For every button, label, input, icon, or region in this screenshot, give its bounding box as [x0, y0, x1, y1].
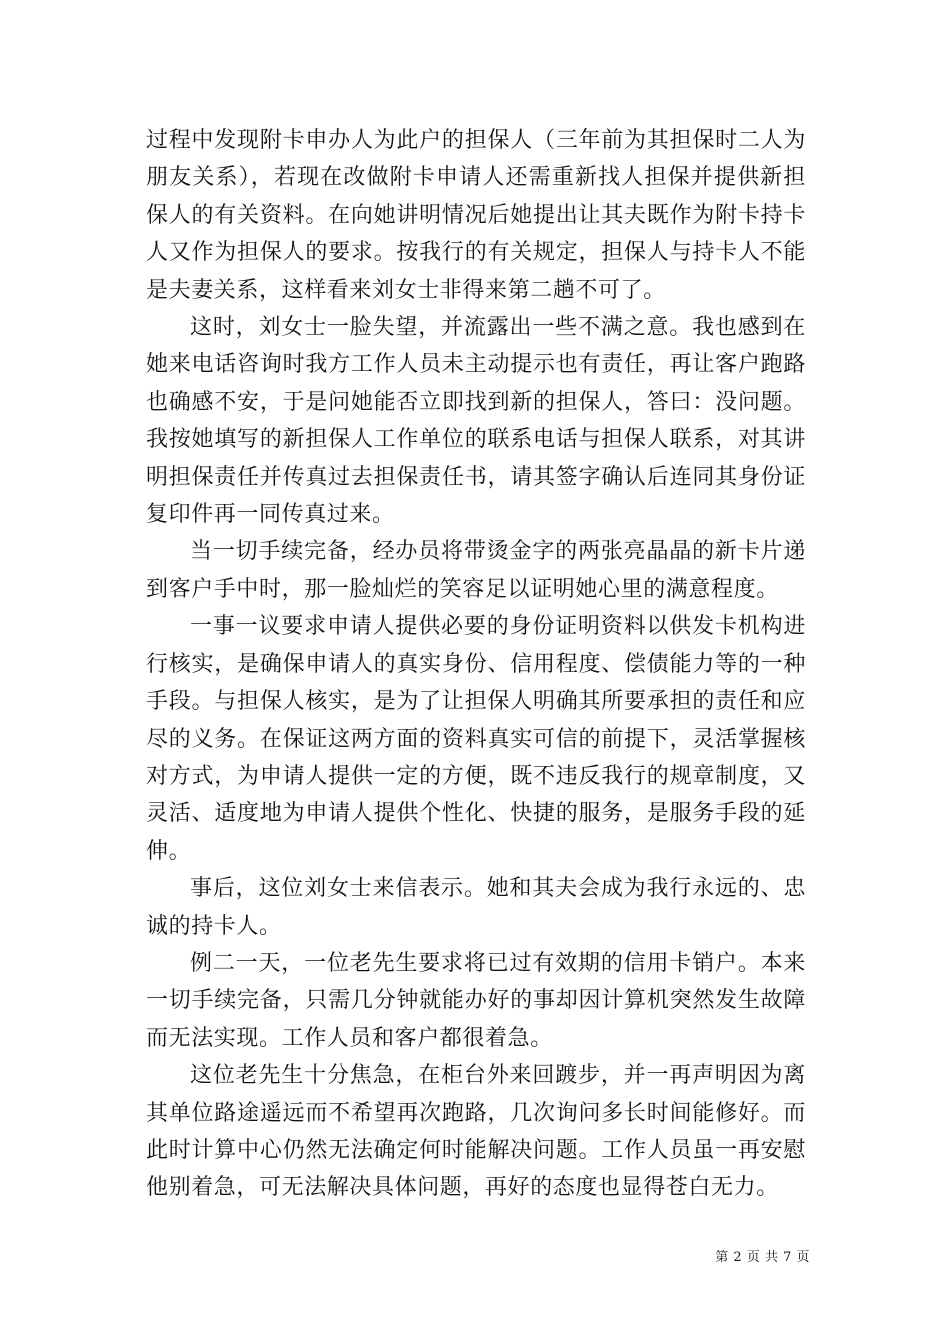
paragraph-continued: 过程中发现附卡申办人为此户的担保人（三年前为其担保时二人为朋友关系），若现在改做附卡申请人还需重新找人担保并提供新担保人的有关资料。在向她讲明情况后她提出让其夫既作为附卡持卡人又作为担保人的要求。按我行的有关规定，担保人与持卡人不能是夫妻关系，这样看来刘女士非得来第二趟不可了。 — [146, 128, 806, 303]
paragraph: 事后，这位刘女士来信表示。她和其夫会成为我行永远的、忠诚的持卡人。 — [146, 876, 806, 939]
paragraph: 一事一议要求申请人提供必要的身份证明资料以供发卡机构进行核实，是确保申请人的真实身份、信用程度、偿债能力等的一种手段。与担保人核实，是为了让担保人明确其所要承担的责任和应尽的义务。在保证这两方面的资料真实可信的前提下，灵活掌握核对方式，为申请人提供一定的方便，既不违反我行的规章制度，又灵活、适度地为申请人提供个性化、快捷的服务，是服务手段的延伸。 — [146, 614, 806, 864]
paragraph: 这时，刘女士一脸失望，并流露出一些不满之意。我也感到在她来电话咨询时我方工作人员未主动提示也有责任，再让客户跑路也确感不安，于是问她能否立即找到新的担保人，答曰：没问题。我按她填写的新担保人工作单位的联系电话与担保人联系，对其讲明担保责任并传真过去担保责任书，请其签字确认后连同其身份证复印件再一同传真过来。 — [146, 315, 806, 528]
page-number: 第 2 页 共 7 页 — [715, 1250, 810, 1265]
paragraph: 例二一天，一位老先生要求将已过有效期的信用卡销户。本来一切手续完备，只需几分钟就能办好的事却因计算机突然发生故障而无法实现。工作人员和客户都很着急。 — [146, 950, 806, 1051]
paragraph: 当一切手续完备，经办员将带烫金字的两张亮晶晶的新卡片递到客户手中时，那一脸灿烂的笑容足以证明她心里的满意程度。 — [146, 539, 806, 602]
paragraph: 这位老先生十分焦急，在柜台外来回踱步，并一再声明因为离其单位路途遥远而不希望再次跑路，几次询问多长时间能修好。而此时计算中心仍然无法确定何时能解决问题。工作人员虽一再安慰他别着急，可无法解决具体问题，再好的态度也显得苍白无力。 — [146, 1063, 806, 1201]
document-body — [146, 122, 806, 1207]
